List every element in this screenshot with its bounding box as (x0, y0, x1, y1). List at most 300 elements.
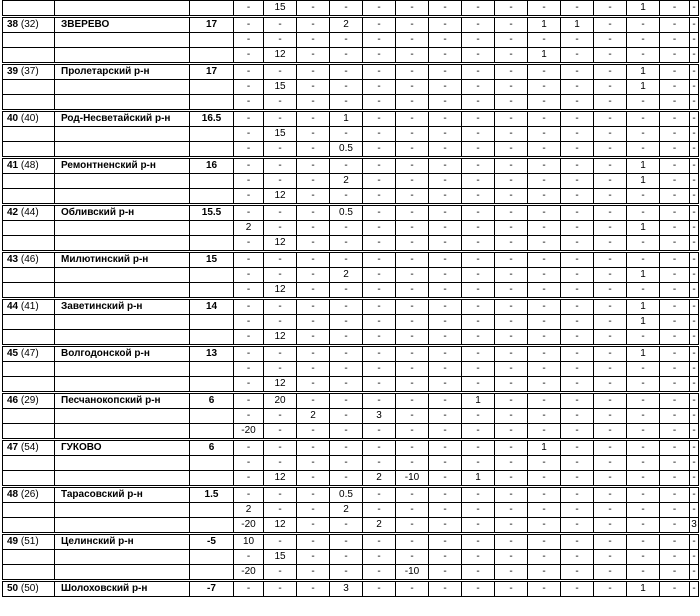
value-cell: - (594, 174, 627, 189)
value-cell: - (264, 158, 297, 174)
district-name-cell: Шолоховский р-н (55, 581, 190, 597)
value-cell: - (429, 471, 462, 487)
value-cell: - (429, 440, 462, 456)
value-cell: - (594, 550, 627, 565)
rank-cell (3, 518, 55, 534)
value-cell: - (528, 205, 561, 221)
value-cell: - (429, 581, 462, 597)
table-row (3, 268, 699, 283)
rank-cell (3, 17, 55, 33)
value-cell: - (396, 189, 429, 205)
value-cell: -20 (234, 565, 264, 581)
value-cell: - (429, 362, 462, 377)
value-cell: 3 (330, 581, 363, 597)
value-cell: 12 (264, 518, 297, 534)
value-cell: - (396, 95, 429, 111)
value-cell: 12 (264, 471, 297, 487)
value-cell: - (234, 487, 264, 503)
value-cell: - (594, 48, 627, 64)
value-cell: - (528, 189, 561, 205)
rank-cell (3, 456, 55, 471)
value-cell: - (690, 48, 699, 64)
value-cell: - (627, 409, 660, 424)
value-cell: - (495, 424, 528, 440)
value-cell: - (690, 503, 699, 518)
district-name-cell: Ремонтненский р-н (55, 158, 190, 174)
value-cell: 12 (264, 48, 297, 64)
rank-number: 49 (7, 536, 19, 547)
score-cell (190, 80, 234, 95)
value-cell: - (594, 362, 627, 377)
value-cell: - (660, 346, 690, 362)
value-cell: 20 (264, 393, 297, 409)
value-cell: - (429, 534, 462, 550)
value-cell: 15 (264, 550, 297, 565)
value-cell: - (495, 518, 528, 534)
value-cell: - (690, 393, 699, 409)
value-cell: - (429, 268, 462, 283)
value-cell: - (594, 487, 627, 503)
value-cell: - (330, 127, 363, 142)
value-cell: - (396, 581, 429, 597)
value-cell: - (528, 424, 561, 440)
value-cell: - (495, 346, 528, 362)
value-cell: - (627, 127, 660, 142)
district-name-cell (55, 33, 190, 48)
value-cell: - (690, 456, 699, 471)
value-cell: 2 (330, 503, 363, 518)
value-cell: - (429, 424, 462, 440)
value-cell: - (690, 205, 699, 221)
district-name-cell: Милютинский р-н (55, 252, 190, 268)
rank-cell (3, 346, 55, 362)
value-cell: - (528, 503, 561, 518)
value-cell: - (594, 189, 627, 205)
value-cell: - (690, 174, 699, 189)
score-cell (190, 330, 234, 346)
rank-cell (3, 393, 55, 409)
value-cell: - (690, 471, 699, 487)
value-cell: - (264, 440, 297, 456)
value-cell: - (330, 424, 363, 440)
value-cell: - (660, 471, 690, 487)
value-cell: - (528, 221, 561, 236)
value-cell: - (264, 362, 297, 377)
value-cell: - (690, 189, 699, 205)
value-cell: - (660, 283, 690, 299)
value-cell: - (297, 268, 330, 283)
value-cell: - (363, 283, 396, 299)
value-cell: 12 (264, 377, 297, 393)
rank-cell (3, 1, 55, 17)
value-cell: - (396, 158, 429, 174)
value-cell: - (495, 315, 528, 330)
value-cell: - (363, 362, 396, 377)
table-row (3, 330, 699, 346)
value-cell: - (330, 330, 363, 346)
table-row (3, 440, 699, 456)
value-cell: - (495, 205, 528, 221)
rank-cell (3, 174, 55, 189)
value-cell: - (594, 17, 627, 33)
value-cell: - (495, 48, 528, 64)
rank-cell (3, 299, 55, 315)
value-cell: - (495, 142, 528, 158)
value-cell: - (429, 64, 462, 80)
value-cell: - (495, 503, 528, 518)
value-cell: - (297, 534, 330, 550)
value-cell: 1 (462, 393, 495, 409)
score-cell (190, 283, 234, 299)
value-cell: - (363, 268, 396, 283)
value-cell: - (462, 518, 495, 534)
value-cell: - (234, 330, 264, 346)
value-cell: - (627, 142, 660, 158)
value-cell: - (363, 189, 396, 205)
value-cell: - (297, 205, 330, 221)
value-cell: - (528, 127, 561, 142)
value-cell: - (561, 503, 594, 518)
value-cell: - (234, 33, 264, 48)
value-cell: - (396, 550, 429, 565)
value-cell: - (627, 456, 660, 471)
value-cell: - (690, 283, 699, 299)
value-cell: - (495, 299, 528, 315)
value-cell: - (396, 424, 429, 440)
value-cell: - (264, 95, 297, 111)
value-cell: - (396, 80, 429, 95)
value-cell: - (561, 111, 594, 127)
value-cell: 15 (264, 80, 297, 95)
value-cell: - (363, 377, 396, 393)
value-cell: - (264, 487, 297, 503)
value-cell: 2 (363, 518, 396, 534)
value-cell: - (594, 471, 627, 487)
value-cell: 15 (264, 1, 297, 17)
district-name-cell: Род-Несветайский р-н (55, 111, 190, 127)
value-cell: - (297, 362, 330, 377)
value-cell: - (594, 236, 627, 252)
value-cell: - (561, 424, 594, 440)
value-cell: - (429, 95, 462, 111)
value-cell: - (690, 80, 699, 95)
value-cell: - (495, 127, 528, 142)
value-cell: - (690, 487, 699, 503)
district-name-cell (55, 48, 190, 64)
value-cell: - (234, 174, 264, 189)
value-cell: - (297, 48, 330, 64)
value-cell: - (627, 236, 660, 252)
value-cell: - (234, 17, 264, 33)
rank-cell (3, 252, 55, 268)
value-cell: - (462, 64, 495, 80)
value-cell: - (528, 581, 561, 597)
value-cell: - (462, 189, 495, 205)
value-cell: - (495, 189, 528, 205)
value-cell: - (462, 283, 495, 299)
rank-cell (3, 158, 55, 174)
value-cell: - (462, 456, 495, 471)
rank-cell (3, 64, 55, 80)
previous-rank: (48) (20, 160, 39, 171)
ranking-table (2, 0, 699, 597)
value-cell: - (330, 252, 363, 268)
value-cell: - (690, 581, 699, 597)
value-cell: - (594, 503, 627, 518)
previous-rank: (54) (20, 442, 39, 453)
score-cell (190, 236, 234, 252)
value-cell: - (363, 456, 396, 471)
value-cell: - (462, 424, 495, 440)
value-cell: - (528, 315, 561, 330)
value-cell: - (330, 550, 363, 565)
value-cell: - (330, 1, 363, 17)
value-cell: - (528, 330, 561, 346)
value-cell: - (594, 440, 627, 456)
value-cell: - (462, 33, 495, 48)
value-cell: - (429, 487, 462, 503)
score-cell (190, 1, 234, 17)
value-cell: - (330, 283, 363, 299)
rank-number: 40 (7, 113, 19, 124)
score-cell (190, 503, 234, 518)
score-cell (190, 471, 234, 487)
value-cell: - (594, 205, 627, 221)
value-cell: - (462, 346, 495, 362)
value-cell: - (627, 534, 660, 550)
value-cell: - (660, 409, 690, 424)
value-cell: - (396, 503, 429, 518)
value-cell: - (690, 346, 699, 362)
value-cell: - (429, 315, 462, 330)
value-cell: - (396, 487, 429, 503)
value-cell: - (561, 64, 594, 80)
value-cell: - (396, 330, 429, 346)
district-name-cell (55, 1, 190, 17)
value-cell: - (363, 80, 396, 95)
value-cell: - (594, 299, 627, 315)
value-cell: - (660, 362, 690, 377)
value-cell: - (330, 315, 363, 330)
value-cell: - (330, 377, 363, 393)
rank-cell (3, 565, 55, 581)
value-cell: -10 (396, 471, 429, 487)
score-cell (190, 189, 234, 205)
value-cell: - (528, 565, 561, 581)
value-cell: - (594, 127, 627, 142)
value-cell: 10 (234, 534, 264, 550)
value-cell: 1 (627, 268, 660, 283)
value-cell: - (363, 330, 396, 346)
value-cell: - (234, 48, 264, 64)
table-row (3, 189, 699, 205)
district-name-cell: Песчанокопский р-н (55, 393, 190, 409)
district-name-cell: Волгодонской р-н (55, 346, 190, 362)
value-cell: - (462, 80, 495, 95)
value-cell: - (297, 471, 330, 487)
value-cell: - (561, 471, 594, 487)
rank-cell (3, 221, 55, 236)
score-cell: 15 (190, 252, 234, 268)
value-cell: - (234, 1, 264, 17)
rank-number: 39 (7, 66, 19, 77)
value-cell: - (594, 268, 627, 283)
score-cell (190, 221, 234, 236)
value-cell: - (234, 283, 264, 299)
value-cell: 2 (330, 17, 363, 33)
score-cell (190, 33, 234, 48)
value-cell: - (594, 283, 627, 299)
previous-rank: (40) (20, 113, 39, 124)
value-cell: - (462, 503, 495, 518)
value-cell: - (660, 80, 690, 95)
value-cell: - (462, 158, 495, 174)
value-cell: - (660, 64, 690, 80)
value-cell: - (495, 393, 528, 409)
value-cell: - (627, 111, 660, 127)
previous-rank: (51) (20, 536, 39, 547)
table-row (3, 393, 699, 409)
rank-number: 48 (7, 489, 19, 500)
value-cell: - (264, 252, 297, 268)
value-cell: - (627, 252, 660, 268)
score-cell: 17 (190, 64, 234, 80)
value-cell: - (660, 581, 690, 597)
value-cell: - (627, 424, 660, 440)
value-cell: - (264, 315, 297, 330)
value-cell: - (660, 174, 690, 189)
value-cell: - (429, 127, 462, 142)
table-row (3, 158, 699, 174)
value-cell: - (495, 471, 528, 487)
rank-cell (3, 377, 55, 393)
value-cell: - (495, 268, 528, 283)
value-cell: - (429, 111, 462, 127)
value-cell: 12 (264, 330, 297, 346)
value-cell: -20 (234, 424, 264, 440)
table-row (3, 252, 699, 268)
value-cell: - (396, 377, 429, 393)
value-cell: - (396, 518, 429, 534)
value-cell: - (660, 95, 690, 111)
district-name-cell (55, 80, 190, 95)
district-name-cell: ЗВЕРЕВО (55, 17, 190, 33)
table-row (3, 95, 699, 111)
value-cell: - (690, 33, 699, 48)
value-cell: - (363, 299, 396, 315)
value-cell: - (363, 487, 396, 503)
value-cell: - (660, 393, 690, 409)
value-cell: - (234, 550, 264, 565)
table-row (3, 236, 699, 252)
rank-cell (3, 127, 55, 142)
district-name-cell: ГУКОВО (55, 440, 190, 456)
value-cell: 2 (234, 221, 264, 236)
value-cell: - (690, 424, 699, 440)
value-cell: - (594, 534, 627, 550)
table-row (3, 377, 699, 393)
value-cell: - (330, 221, 363, 236)
value-cell: - (690, 17, 699, 33)
value-cell: - (561, 534, 594, 550)
value-cell: - (561, 95, 594, 111)
value-cell: - (660, 1, 690, 17)
value-cell: - (660, 550, 690, 565)
score-cell (190, 409, 234, 424)
value-cell: - (297, 330, 330, 346)
value-cell: 1 (627, 581, 660, 597)
district-name-cell (55, 236, 190, 252)
value-cell: - (528, 1, 561, 17)
value-cell: - (660, 189, 690, 205)
value-cell: - (495, 456, 528, 471)
rank-cell (3, 205, 55, 221)
rank-cell (3, 48, 55, 64)
value-cell: - (660, 330, 690, 346)
rank-cell (3, 362, 55, 377)
rank-cell (3, 471, 55, 487)
score-cell (190, 127, 234, 142)
value-cell: - (561, 409, 594, 424)
table-row (3, 127, 699, 142)
value-cell: - (462, 111, 495, 127)
value-cell: - (660, 534, 690, 550)
value-cell: - (690, 550, 699, 565)
district-name-cell (55, 330, 190, 346)
value-cell: - (297, 64, 330, 80)
value-cell: - (690, 252, 699, 268)
table-row (3, 48, 699, 64)
table-row (3, 487, 699, 503)
score-cell: 16 (190, 158, 234, 174)
value-cell: - (627, 33, 660, 48)
previous-rank: (41) (20, 301, 39, 312)
value-cell: - (234, 393, 264, 409)
value-cell: - (297, 236, 330, 252)
value-cell: - (561, 299, 594, 315)
value-cell: - (594, 393, 627, 409)
value-cell: - (495, 95, 528, 111)
value-cell: - (429, 409, 462, 424)
rank-number: 42 (7, 207, 19, 218)
value-cell: - (330, 362, 363, 377)
value-cell: - (690, 330, 699, 346)
value-cell: - (660, 518, 690, 534)
value-cell: - (297, 1, 330, 17)
value-cell: - (627, 377, 660, 393)
value-cell: 2 (234, 503, 264, 518)
value-cell: - (462, 127, 495, 142)
value-cell: - (561, 33, 594, 48)
value-cell: - (462, 550, 495, 565)
value-cell: - (561, 393, 594, 409)
value-cell: - (396, 33, 429, 48)
value-cell: - (297, 377, 330, 393)
value-cell: - (462, 174, 495, 189)
table-row (3, 518, 699, 534)
value-cell: - (297, 518, 330, 534)
value-cell: - (462, 440, 495, 456)
rank-cell (3, 330, 55, 346)
value-cell: - (462, 299, 495, 315)
value-cell: - (264, 111, 297, 127)
value-cell: - (234, 64, 264, 80)
value-cell: - (528, 33, 561, 48)
value-cell: - (594, 142, 627, 158)
value-cell: - (297, 565, 330, 581)
district-name-cell: Обливский р-н (55, 205, 190, 221)
value-cell: - (528, 252, 561, 268)
